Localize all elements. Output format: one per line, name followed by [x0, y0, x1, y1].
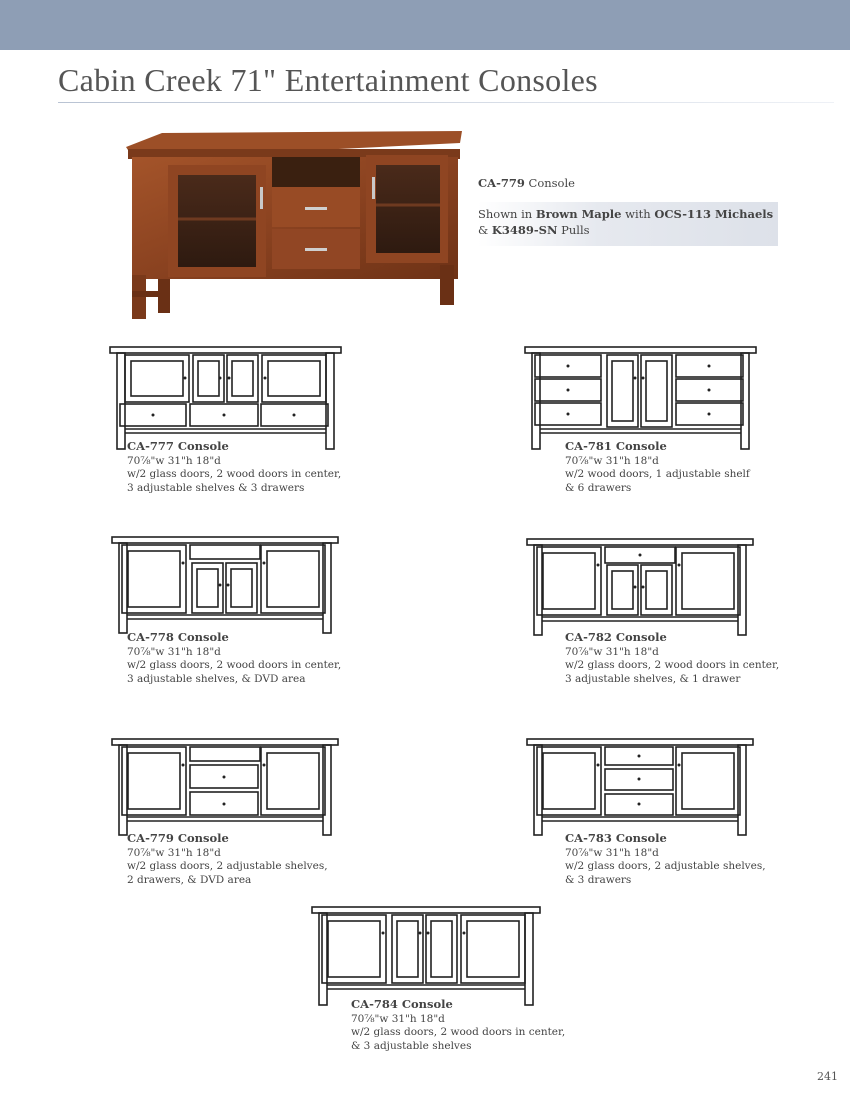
console-caption-ca-784: CA-784 Console 70⅞"w 31"h 18"d w/2 glass doors, 2 wood doors in center, & 3 adjustable shelves [351, 997, 566, 1052]
console-caption-ca-783: CA-783 Console 70⅞"w 31"h 18"d w/2 glass doors, 2 adjustable shelves, & 3 drawers [565, 831, 766, 886]
console-sketch-ca-781 [523, 345, 758, 451]
console-caption-ca-777: CA-777 Console 70⅞"w 31"h 18"d w/2 glass doors, 2 wood doors in center, 3 adjustable shelves & 3 drawers [127, 439, 342, 494]
console-sketch-ca-779 [110, 737, 340, 837]
hero-product-name: CA-779 Console [478, 176, 575, 190]
finish-name: Brown Maple [535, 207, 622, 221]
console-sketch-ca-777 [108, 345, 343, 451]
header-bar [0, 0, 850, 50]
page-title: Cabin Creek 71" Entertainment Consoles [58, 62, 598, 98]
finish-info-box: Shown in Brown Maple with OCS-113 Michaels & K3489-SN Pulls [478, 202, 778, 246]
stain-name: OCS-113 Michaels [654, 207, 774, 221]
console-sketch-ca-783 [525, 737, 755, 837]
console-sketch-ca-784 [310, 905, 542, 1007]
console-sketch-ca-782 [525, 537, 755, 637]
console-caption-ca-782: CA-782 Console 70⅞"w 31"h 18"d w/2 glass doors, 2 wood doors in center, 3 adjustable shelves, & 1 drawer [565, 630, 780, 685]
console-caption-ca-778: CA-778 Console 70⅞"w 31"h 18"d w/2 glass doors, 2 wood doors in center, 3 adjustable shelves, & DVD area [127, 630, 342, 685]
hero-caption [478, 176, 778, 246]
console-caption-ca-781: CA-781 Console 70⅞"w 31"h 18"d w/2 wood doors, 1 adjustable shelf & 6 drawers [565, 439, 750, 494]
title-divider [58, 102, 834, 103]
console-caption-ca-779: CA-779 Console 70⅞"w 31"h 18"d w/2 glass doors, 2 adjustable shelves, 2 drawers, & DVD area [127, 831, 328, 886]
product-photo [122, 125, 467, 325]
page-number: 241 [817, 1070, 838, 1083]
pulls-name: K3489-SN [491, 223, 558, 237]
console-sketch-ca-778 [110, 535, 340, 635]
